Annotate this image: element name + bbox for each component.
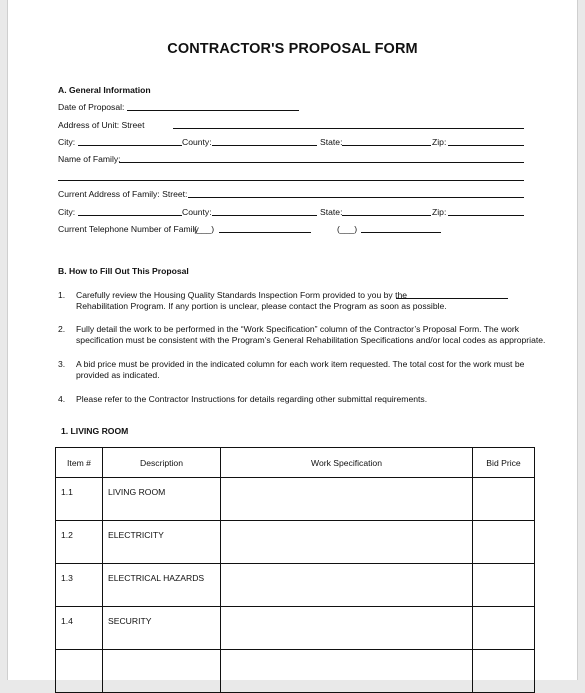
state-label: State: — [320, 137, 343, 147]
instruction-3-line1: A bid price must be provided in the indicated column for each work item requested. The total cost for the work must be — [76, 359, 525, 369]
room-heading: 1. LIVING ROOM — [61, 426, 129, 436]
instruction-3-number: 3. — [58, 359, 66, 369]
family-name-field[interactable] — [119, 162, 524, 163]
state-field[interactable] — [342, 145, 431, 146]
zip-label: Zip: — [432, 137, 447, 147]
table-row — [56, 478, 535, 521]
column-header-bid-price: Bid Price — [473, 448, 535, 478]
work-specification-cell[interactable] — [221, 521, 473, 564]
item-cell: 1.1 — [56, 478, 103, 521]
instruction-2-line2: specification must be consistent with the Program’s General Rehabilitation Specifications and/or local codes as appropriate. — [76, 335, 546, 345]
current-address-label: Current Address of Family: Street: — [58, 189, 188, 199]
zip2-label: Zip: — [432, 207, 447, 217]
item-cell: 1.4 — [56, 607, 103, 650]
county-field[interactable] — [212, 145, 317, 146]
county-label: County: — [182, 137, 212, 147]
table-row — [56, 650, 535, 693]
document-page — [7, 0, 578, 680]
family-name-label: Name of Family: — [58, 154, 121, 164]
table-row — [56, 521, 535, 564]
work-specification-cell[interactable] — [221, 650, 473, 693]
city2-label: City: — [58, 207, 76, 217]
address-label: Address of Unit: Street — [58, 120, 145, 130]
description-cell: ELECTRICITY — [103, 521, 221, 564]
phone-label: Current Telephone Number of Family — [58, 224, 199, 234]
date-label: Date of Proposal: — [58, 102, 125, 112]
work-specification-cell[interactable] — [221, 564, 473, 607]
instruction-2-line1: Fully detail the work to be performed in the “Work Specification” column of the Contractor’s Proposal Form. The work — [76, 324, 520, 334]
description-cell: ELECTRICAL HAZARDS — [103, 564, 221, 607]
state2-label: State: — [320, 207, 343, 217]
instruction-1-number: 1. — [58, 290, 66, 300]
column-header-description: Description — [103, 448, 221, 478]
description-cell — [103, 650, 221, 693]
zip-field[interactable] — [448, 145, 524, 146]
instruction-1-line2: Rehabilitation Program. If any portion is unclear, please contact the Program as soon as possible. — [76, 301, 447, 311]
county2-field[interactable] — [212, 215, 317, 216]
item-cell: 1.3 — [56, 564, 103, 607]
page-title: CONTRACTOR'S PROPOSAL FORM — [167, 41, 418, 57]
family-name-field-continued[interactable] — [58, 180, 524, 181]
phone2-field[interactable] — [361, 232, 441, 233]
current-address-field[interactable] — [188, 197, 524, 198]
instruction-4-number: 4. — [58, 394, 66, 404]
instruction-2-number: 2. — [58, 324, 66, 334]
zip2-field[interactable] — [448, 215, 524, 216]
phone1-area-code: (___) — [194, 224, 215, 234]
program-name-field[interactable] — [396, 298, 508, 299]
city-label: City: — [58, 137, 76, 147]
date-field[interactable] — [127, 110, 299, 111]
column-header-item: Item # — [56, 448, 103, 478]
description-cell: LIVING ROOM — [103, 478, 221, 521]
description-cell: SECURITY — [103, 607, 221, 650]
table-header-row — [56, 448, 535, 478]
item-cell — [56, 650, 103, 693]
work-specification-cell[interactable] — [221, 607, 473, 650]
state2-field[interactable] — [342, 215, 431, 216]
work-specification-cell[interactable] — [221, 478, 473, 521]
phone1-field[interactable] — [219, 232, 311, 233]
instruction-4-line1: Please refer to the Contractor Instructions for details regarding other submittal requirements. — [76, 394, 428, 404]
instruction-3-line2: provided as indicated. — [76, 370, 160, 380]
bid-price-cell[interactable] — [473, 521, 535, 564]
bid-price-cell[interactable] — [473, 478, 535, 521]
county2-label: County: — [182, 207, 212, 217]
section-a-heading: A. General Information — [58, 85, 151, 95]
city-field[interactable] — [78, 145, 182, 146]
bid-price-cell[interactable] — [473, 564, 535, 607]
table-row — [56, 564, 535, 607]
city2-field[interactable] — [78, 215, 182, 216]
address-street-field[interactable] — [173, 128, 524, 129]
column-header-work-specification: Work Specification — [221, 448, 473, 478]
item-cell: 1.2 — [56, 521, 103, 564]
phone2-area-code: (___) — [337, 224, 358, 234]
table-row — [56, 607, 535, 650]
bid-price-cell[interactable] — [473, 607, 535, 650]
work-items-table — [55, 447, 535, 693]
section-b-heading: B. How to Fill Out This Proposal — [58, 266, 189, 276]
bid-price-cell[interactable] — [473, 650, 535, 693]
instruction-1-line1: Carefully review the Housing Quality Standards Inspection Form provided to you by the — [76, 290, 408, 300]
